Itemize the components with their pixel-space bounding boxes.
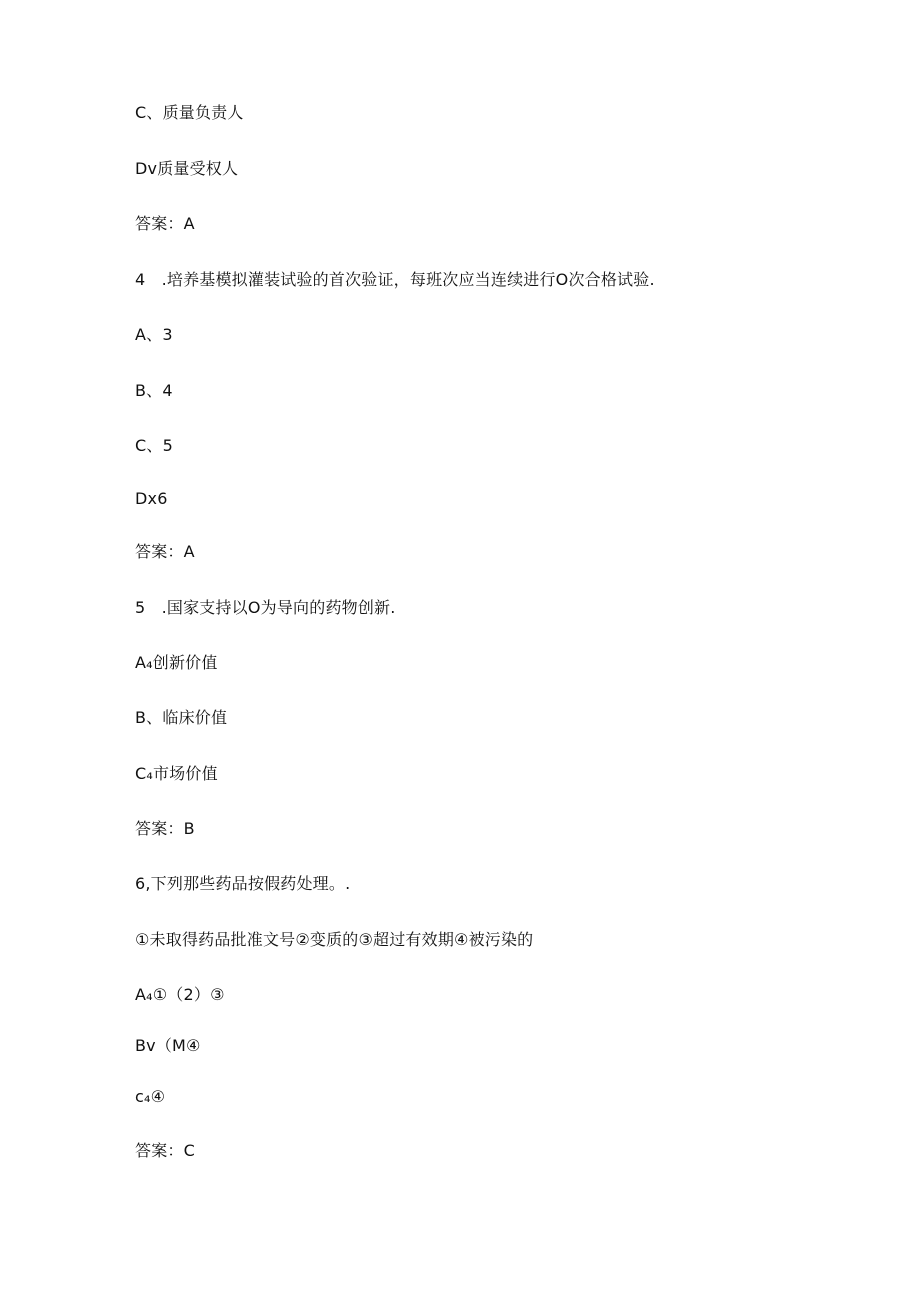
option-b-q5: B、临床价值 xyxy=(135,708,228,727)
option-a-q4: A、3 xyxy=(135,325,173,344)
option-b-q4: B、4 xyxy=(135,381,173,400)
question-6-items: ①未取得药品批准文号②变质的③超过有效期④被污染的 xyxy=(135,930,534,949)
option-d-q4: Dx6 xyxy=(135,489,168,508)
option-a-q6: A₄①（2）③ xyxy=(135,985,225,1004)
answer-q3: 答案：A xyxy=(135,214,195,233)
answer-q6: 答案：C xyxy=(135,1141,195,1160)
question-5: 5 .国家支持以O为导向的药物创新. xyxy=(135,598,396,617)
option-d-quality-authorized: Dv质量受权人 xyxy=(135,159,239,178)
answer-q4: 答案：A xyxy=(135,542,195,561)
option-b-q6: Bv（M④ xyxy=(135,1036,201,1055)
question-4: 4 .培养基模拟灌装试验的首次验证，每班次应当连续进行O次合格试验. xyxy=(135,270,655,289)
question-6: 6,下列那些药品按假药处理。. xyxy=(135,874,351,893)
option-c-q4: C、5 xyxy=(135,436,173,455)
answer-q5: 答案：B xyxy=(135,819,195,838)
option-c-quality-head: C、质量负责人 xyxy=(135,103,244,122)
option-c-q5: C₄市场价值 xyxy=(135,764,218,783)
option-a-q5: A₄创新价值 xyxy=(135,653,218,672)
option-c-q6: c₄④ xyxy=(135,1087,166,1106)
